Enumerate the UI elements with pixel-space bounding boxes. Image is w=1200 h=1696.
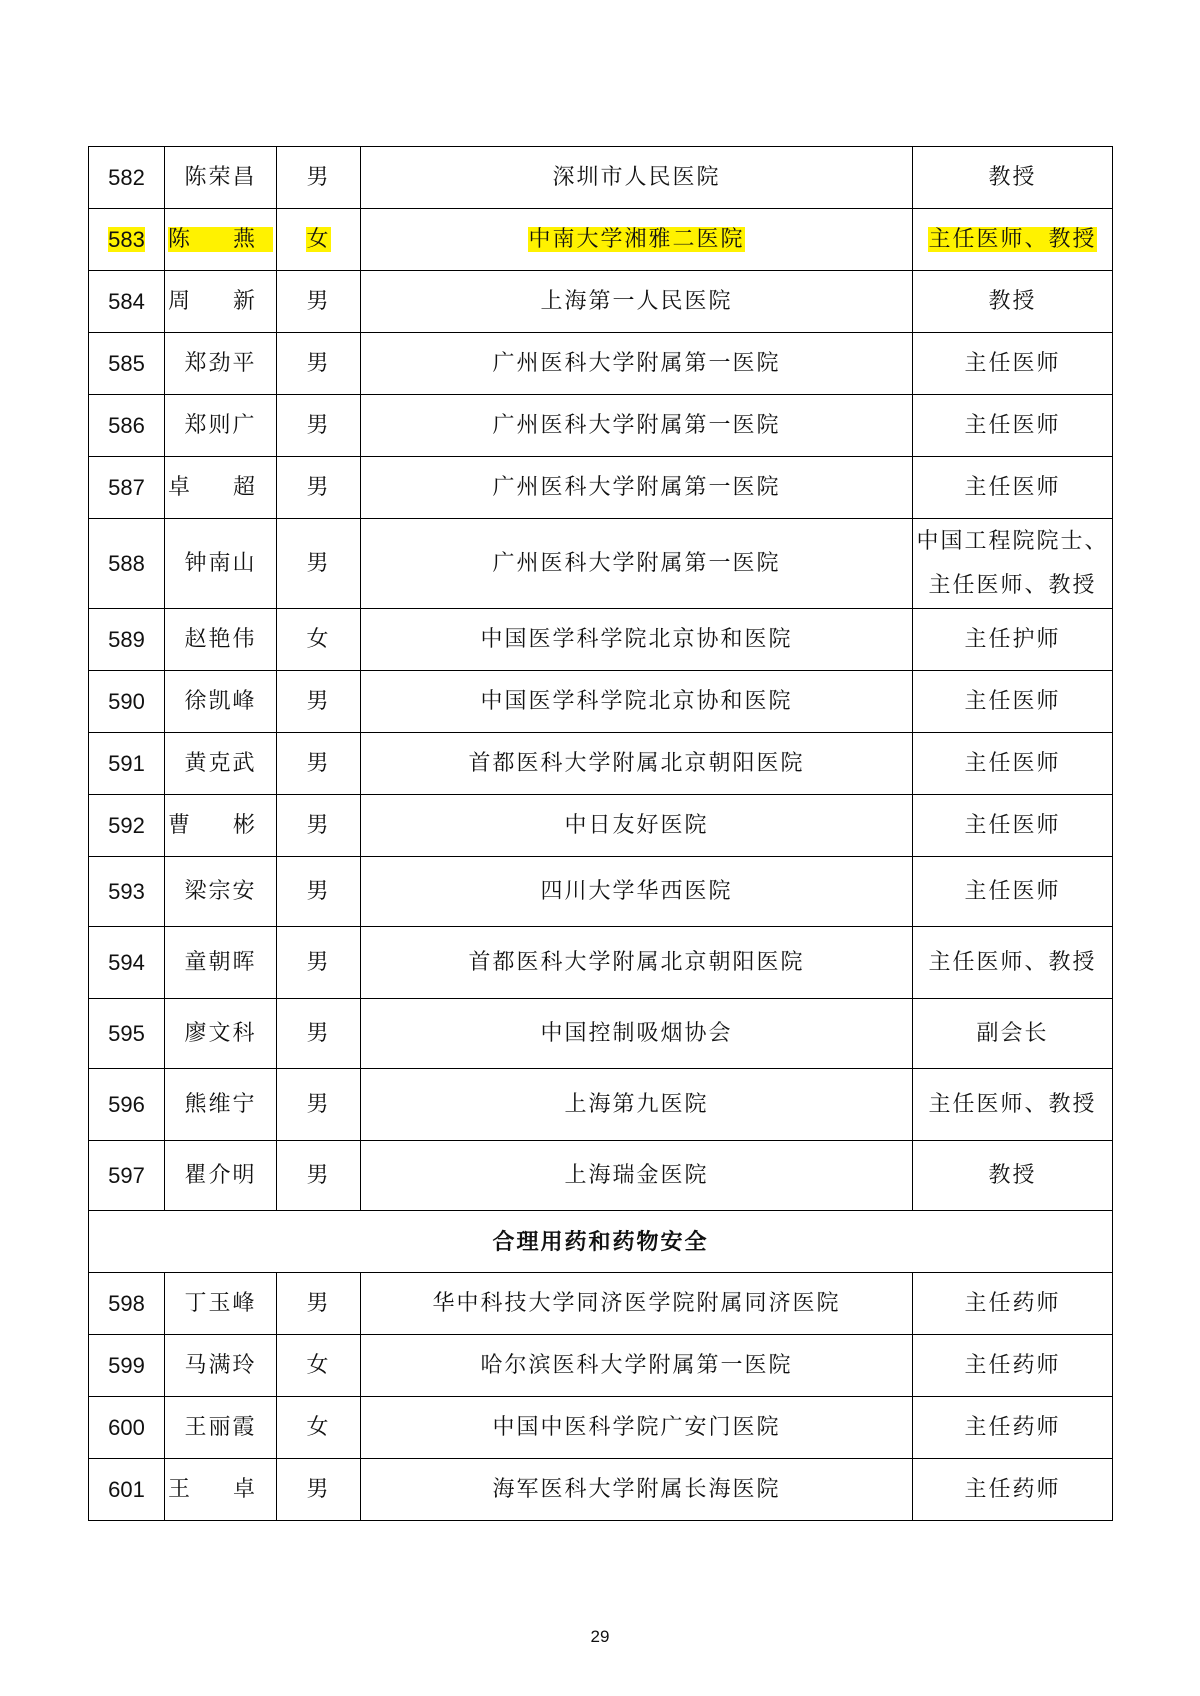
person-name: 马满玲 [165,1335,277,1397]
person-name: 郑劲平 [165,333,277,395]
person-name: 周 新 [165,271,277,333]
row-number: 589 [89,609,165,671]
person-name: 曹 彬 [165,795,277,857]
gender: 男 [277,333,361,395]
organization: 广州医科大学附属第一医院 [361,333,913,395]
table-row [89,457,1113,519]
row-number: 591 [89,733,165,795]
gender: 男 [277,795,361,857]
table-row [89,1141,1113,1211]
job-title: 主任药师 [913,1273,1113,1335]
table-row [89,333,1113,395]
job-title: 主任医师、教授 [928,226,1097,252]
table-row [89,1273,1113,1335]
job-title: 主任医师 [913,857,1113,927]
gender: 男 [277,457,361,519]
job-title: 主任医师 [913,733,1113,795]
job-title: 主任医师 [913,457,1113,519]
organization: 中日友好医院 [361,795,913,857]
table-row [89,671,1113,733]
job-title: 副会长 [913,999,1113,1069]
table-row [89,519,1113,609]
table-row [89,147,1113,209]
organization: 中国控制吸烟协会 [361,999,913,1069]
person-name: 丁玉峰 [165,1273,277,1335]
gender: 男 [277,1069,361,1141]
table-row [89,1069,1113,1141]
row-number: 583 [108,226,145,252]
person-name: 熊维宁 [165,1069,277,1141]
row-number: 582 [89,147,165,209]
gender: 男 [277,999,361,1069]
organization: 中国医学科学院北京协和医院 [361,609,913,671]
gender: 男 [277,1141,361,1211]
gender: 女 [277,1335,361,1397]
job-title: 主任药师 [913,1397,1113,1459]
table-row [89,733,1113,795]
organization: 广州医科大学附属第一医院 [361,457,913,519]
job-title: 教授 [913,1141,1113,1211]
job-title: 教授 [913,147,1113,209]
job-title-line: 中国工程院院士、 [916,528,1109,554]
row-number: 590 [89,671,165,733]
gender: 男 [277,147,361,209]
gender: 男 [277,671,361,733]
roster-table [88,146,1113,1521]
row-number: 592 [89,795,165,857]
organization: 中南大学湘雅二医院 [528,226,745,252]
gender: 男 [277,519,361,609]
organization: 海军医科大学附属长海医院 [361,1459,913,1521]
row-number: 594 [89,927,165,999]
job-title [913,519,1113,609]
table-row [89,1335,1113,1397]
row-number: 601 [89,1459,165,1521]
table-row [89,857,1113,927]
job-title: 教授 [913,271,1113,333]
gender: 男 [277,1273,361,1335]
row-number: 596 [89,1069,165,1141]
row-number: 588 [89,519,165,609]
row-number: 597 [89,1141,165,1211]
table-row [89,271,1113,333]
person-name: 赵艳伟 [165,609,277,671]
person-name: 王 卓 [165,1459,277,1521]
person-name: 徐凯峰 [165,671,277,733]
job-title: 主任医师 [913,795,1113,857]
gender: 男 [277,271,361,333]
job-title: 主任药师 [913,1335,1113,1397]
organization: 广州医科大学附属第一医院 [361,395,913,457]
gender: 女 [277,609,361,671]
table-row [89,609,1113,671]
organization: 上海第一人民医院 [361,271,913,333]
section-header-row [89,1211,1113,1273]
table-row [89,1459,1113,1521]
gender: 男 [277,395,361,457]
organization: 上海瑞金医院 [361,1141,913,1211]
person-name: 黄克武 [165,733,277,795]
person-name: 童朝晖 [165,927,277,999]
person-name: 瞿介明 [165,1141,277,1211]
person-name: 王丽霞 [165,1397,277,1459]
table-row [89,795,1113,857]
gender: 男 [277,857,361,927]
job-title: 主任护师 [913,609,1113,671]
organization: 深圳市人民医院 [361,147,913,209]
person-name: 郑则广 [165,395,277,457]
person-name: 卓 超 [165,457,277,519]
row-number: 598 [89,1273,165,1335]
person-name: 陈 燕 [168,226,273,252]
job-title: 主任医师 [913,333,1113,395]
table-row [89,999,1113,1069]
row-number: 599 [89,1335,165,1397]
row-number: 595 [89,999,165,1069]
job-title: 主任药师 [913,1459,1113,1521]
job-title: 主任医师、教授 [913,1069,1113,1141]
person-name: 梁宗安 [165,857,277,927]
organization: 哈尔滨医科大学附属第一医院 [361,1335,913,1397]
row-number: 586 [89,395,165,457]
table-row [89,927,1113,999]
section-title: 合理用药和药物安全 [89,1211,1113,1273]
row-number: 584 [89,271,165,333]
row-number: 593 [89,857,165,927]
page-number: 29 [590,1627,610,1646]
gender: 男 [277,1459,361,1521]
person-name: 陈荣昌 [165,147,277,209]
gender: 女 [306,226,331,252]
person-name: 钟南山 [165,519,277,609]
organization: 华中科技大学同济医学院附属同济医院 [361,1273,913,1335]
organization: 中国医学科学院北京协和医院 [361,671,913,733]
organization: 上海第九医院 [361,1069,913,1141]
table-row [89,1397,1113,1459]
organization: 广州医科大学附属第一医院 [361,519,913,609]
job-title: 主任医师、教授 [913,927,1113,999]
job-title: 主任医师 [913,395,1113,457]
organization: 首都医科大学附属北京朝阳医院 [361,733,913,795]
table-row-highlighted [89,209,1113,271]
job-title-line: 主任医师、教授 [928,572,1097,598]
gender: 女 [277,1397,361,1459]
gender: 男 [277,927,361,999]
person-name: 廖文科 [165,999,277,1069]
row-number: 585 [89,333,165,395]
row-number: 587 [89,457,165,519]
gender: 男 [277,733,361,795]
organization: 首都医科大学附属北京朝阳医院 [361,927,913,999]
row-number: 600 [89,1397,165,1459]
organization: 四川大学华西医院 [361,857,913,927]
organization: 中国中医科学院广安门医院 [361,1397,913,1459]
table-row [89,395,1113,457]
job-title: 主任医师 [913,671,1113,733]
